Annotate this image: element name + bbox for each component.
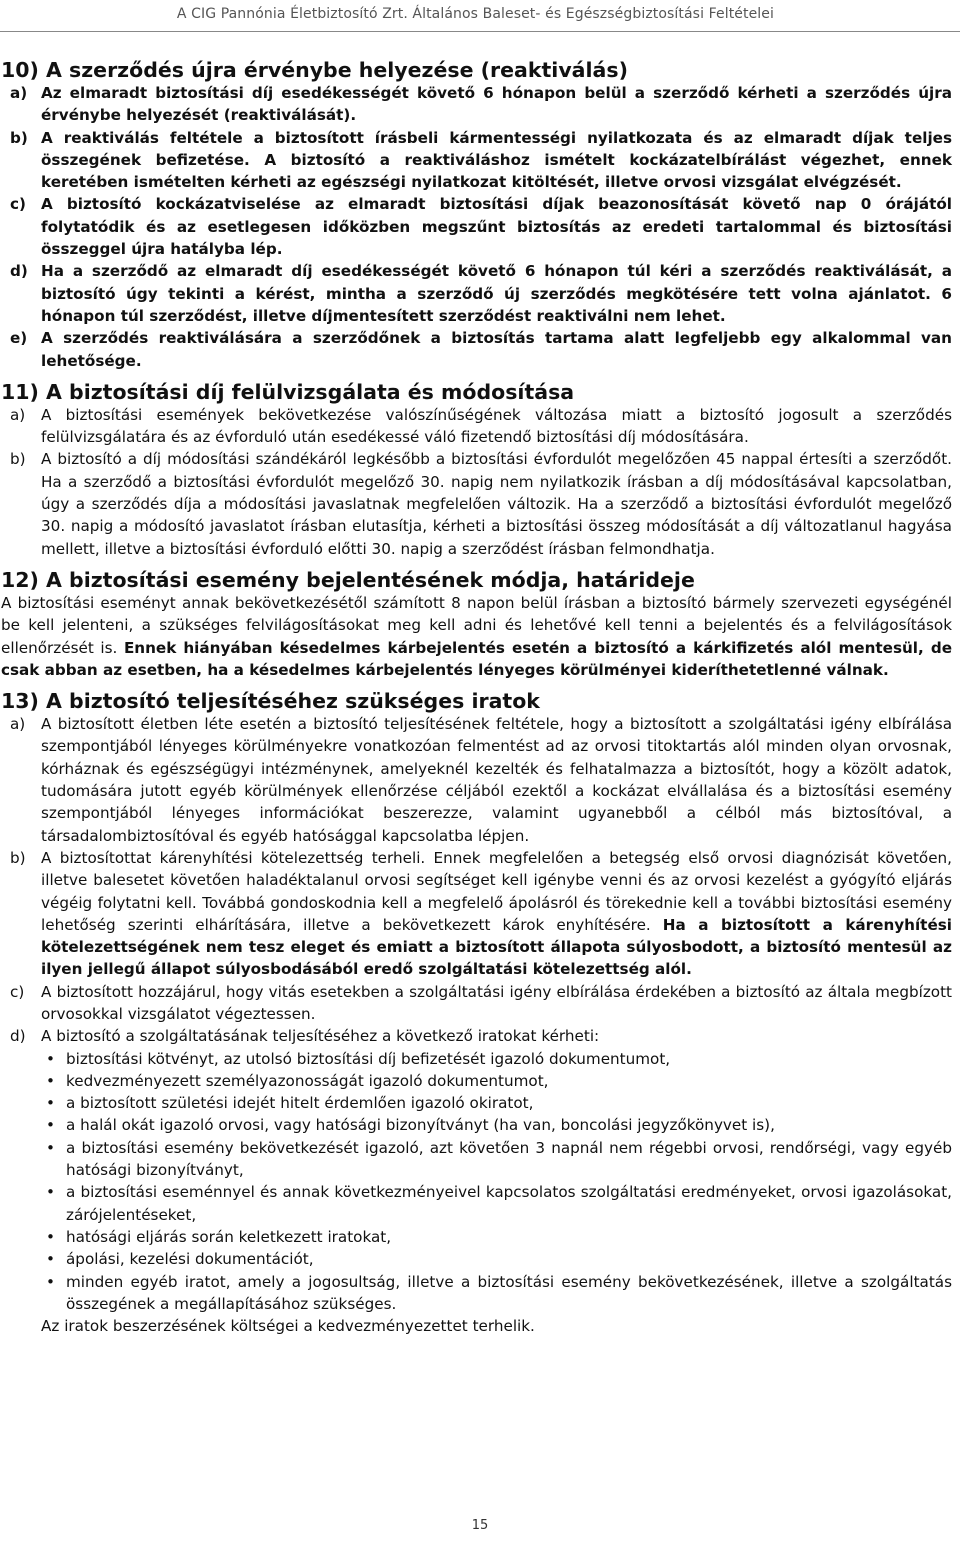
- section-13-item-b: [10, 847, 952, 981]
- required-documents-list: [10, 1048, 952, 1316]
- bullet-icon: •: [46, 1272, 55, 1291]
- section-12-paragraph: [1, 592, 952, 681]
- section-13-item-a: [10, 713, 952, 847]
- section-11-item-a: [10, 404, 952, 449]
- item-text: A szerződés reaktiválására a szerződőnek a biztosítás tartama alatt legfeljebb egy alkalommal van lehetősége.: [41, 329, 952, 370]
- item-label: b): [10, 848, 26, 867]
- section-10-item-b: [10, 127, 952, 194]
- item-label: d): [10, 1027, 26, 1046]
- item-text: Ha a szerződő az elmaradt díj esedékességét követő 6 hónapon túl kéri a szerződés reaktiválását, a biztosító úgy tekinti a kérést, mintha a szerződő új szerződés megkötésére tett volna ajánlatot. 6 hónapon túl szerződést, illetve díjmentesített szerződést reaktiválni nem lehet.: [41, 262, 952, 325]
- list-item: [10, 1070, 952, 1092]
- paragraph-bold-text: Ennek hiányában késedelmes kárbejelentés esetén a biztosító a kárkifizetés alól mentesül, de csak abban az esetben, ha a késedelmes kárbejelentés lényeges körülményei kideríthetetlenné válnak.: [1, 638, 952, 679]
- page-number: 15: [471, 1518, 489, 1533]
- item-text: A biztosító a díj módosítási szándékáról legkésőbb a biztosítási évfordulót megelőzően 45 nappal értesíti a szerződőt. Ha a szerződő a biztosítási évfordulót megelőző 30. napig nem nyilatkozik írásban a díj módosításával kapcsolatban, úgy a szerződés díja a módosítási javaslatnak megfelelően változik. Ha a szerződő a biztosítási évfordulót megelőző 30. napig a módosító javaslatot írásban elutasítja, kérheti a biztosítási összeg módosítását a díj változatlanul hagyása mellett, illetve a biztosítási évforduló előtti 30. napig a szerződést írásban felmondhatja.: [41, 450, 952, 558]
- bullet-icon: •: [46, 1116, 55, 1135]
- item-label: d): [10, 262, 28, 281]
- item-label: b): [10, 450, 26, 469]
- section-10-item-a: [10, 82, 952, 127]
- item-label: c): [10, 195, 26, 214]
- list-item-text: hatósági eljárás során keletkezett iratokat,: [66, 1227, 392, 1246]
- list-item-text: kedvezményezett személyazonosságát igazoló dokumentumot,: [66, 1071, 549, 1090]
- item-label: c): [10, 982, 25, 1001]
- item-text: A biztosított életben léte esetén a biztosító teljesítésének feltétele, hogy a biztosított a szolgáltatási igény elbírálása szempontjából lényeges körülményekre vonatkozóan felmentést ad az orvosi titoktartás alól minden olyan orvosnak, kórháznak és egészségügyi intézménynek, amelyeknél kezelték és felhatalmazza a biztosítót, hogy a közölt adatok, tudomására jutott egyéb körülmények ellenőrzése céljából ezektől a kockázat elvállalása és a biztosítási esemény szempontjából lényeges információkat beszerezze, valamint ugyanebből a célból más biztosítóval, a társadalombiztosítóval és egyéb hatósággal kapcsolatba lépjen.: [41, 715, 952, 845]
- list-item: [10, 1137, 952, 1182]
- header-rule: [0, 31, 960, 32]
- item-text: A biztosítottat kárenyhítési kötelezettség terheli. Ennek megfelelően a betegség első orvosi diagnózisát követően, illetve balesetet követően haladéktalanul orvosi segítséget kell igénybe venni és az orvosi kezelést a gyógyító eljárás végéig folytatni kell. Továbbá gondoskodnia kell a megfelelő ápolásról és törekednie kell a további biztosítási esemény lehetőség szerinti elhárítására, illetve a bekövetkezett károk enyhítésére.: [41, 848, 952, 934]
- item-label: a): [10, 405, 26, 424]
- bullet-icon: •: [46, 1138, 55, 1157]
- item-text: A biztosító kockázatviselése az elmaradt biztosítási díjak beazonosítását követő nap 0 órájától folytatódik és az esetlegesen időközben megszűnt biztosítás az eredeti tartalommal és biztosítási összeggel újra hatályba lép.: [41, 195, 952, 259]
- list-item: [10, 1226, 952, 1248]
- section-13-title: 13) A biztosító teljesítéséhez szükséges iratok: [1, 689, 540, 714]
- list-item-text: minden egyéb iratot, amely a jogosultság, illetve a biztosítási esemény bekövetkezésének, illetve a szolgáltatás összegének a megállapításához szükséges.: [66, 1272, 952, 1313]
- section-11-item-b: [10, 448, 952, 559]
- list-item-text: a biztosítási eseménnyel és annak következményeivel kapcsolatos szolgáltatási eredményeket, orvosi igazolásokat, zárójelentéseket,: [66, 1183, 952, 1224]
- item-text: A biztosított hozzájárul, hogy vitás esetekben a szolgáltatási igény elbírálása érdekében a biztosító az általa megbízott orvosokkal vizsgálatot végeztessen.: [41, 982, 952, 1023]
- section-10-item-c: [10, 193, 952, 260]
- list-item: [10, 1092, 952, 1114]
- section-10-item-d: [10, 260, 952, 327]
- section-10-title: 10) A szerződés újra érvénybe helyezése (reaktiválás): [1, 58, 628, 82]
- list-item: [10, 1114, 952, 1136]
- list-item: [10, 1271, 952, 1316]
- item-label: b): [10, 128, 28, 147]
- bullet-icon: •: [46, 1071, 55, 1090]
- item-text: A biztosító a szolgáltatásának teljesítéséhez a következő iratokat kérheti:: [41, 1027, 600, 1046]
- bullet-icon: •: [46, 1183, 55, 1202]
- bullet-icon: •: [46, 1250, 55, 1269]
- item-label: a): [10, 715, 26, 734]
- list-item: [10, 1048, 952, 1070]
- section-12-title: 12) A biztosítási esemény bejelentésének módja, határideje: [1, 567, 695, 592]
- bullet-icon: •: [46, 1094, 55, 1113]
- item-label: e): [10, 329, 28, 348]
- list-item-text: ápolási, kezelési dokumentációt,: [66, 1250, 314, 1269]
- item-text: A biztosítási események bekövetkezése valószínűségének változása miatt a biztosító jogosult a szerződés felülvizsgálatára és az évforduló után esedékessé váló fizetendő biztosítási díj módosítására.: [41, 405, 952, 447]
- section-13-item-c: [10, 981, 952, 1026]
- closing-note: Az iratok beszerzésének költségei a kedvezményezettet terhelik.: [41, 1317, 535, 1336]
- item-bold-text: Ha a biztosított a kárenyhítési kötelezettségének nem tesz eleget és emiatt a biztosított állapota súlyosbodott, a biztosító mentesül az ilyen jellegű állapot súlyosbodásából eredő szolgáltatási kötelezettség alól.: [41, 915, 952, 979]
- paragraph-text: A biztosítási eseményt annak bekövetkezésétől számított 8 napon belül írásban a biztosító bármely szervezeti egységénél be kell jelenteni, a szükséges felvilágosításokat meg kell adni és lehetővé kell tenni a bejelentés és a felvilágosítások ellenőrzését is.: [1, 593, 952, 657]
- bullet-icon: •: [46, 1049, 55, 1068]
- list-item-text: a biztosított születési idejét hitelt érdemlően igazoló okiratot,: [66, 1094, 534, 1113]
- bullet-icon: •: [46, 1227, 55, 1246]
- list-item: [10, 1248, 952, 1270]
- list-item-text: a halál okát igazoló orvosi, vagy hatósági bizonyítványt (ha van, boncolási jegyzőkönyvet is),: [66, 1116, 775, 1135]
- item-text: A reaktiválás feltétele a biztosított írásbeli kármentességi nyilatkozata és az elmaradt díjak teljes összegének befizetése. A biztosító a reaktiváláshoz ismételt kockázatelbírálást végezhet, ennek keretében ismételten kérheti az egészségi nyilatkozat kitöltését, illetve orvosi vizsgálat elvégzését.: [41, 128, 952, 192]
- document-body: [1, 58, 952, 1337]
- section-11-title: 11) A biztosítási díj felülvizsgálata és módosítása: [1, 379, 575, 404]
- item-text: Az elmaradt biztosítási díj esedékességét követő 6 hónapon belül a szerződő kérheti a szerződés újra érvénybe helyezését (reaktiválását).: [41, 84, 952, 125]
- item-label: a): [10, 84, 28, 102]
- list-item-text: a biztosítási esemény bekövetkezését igazoló, azt követően 3 napnál nem régebbi orvosi, rendőrségi, vagy egyéb hatósági bizonyítványt,: [66, 1138, 952, 1180]
- section-10-item-e: [10, 327, 952, 372]
- section-13-item-d: [10, 1025, 952, 1047]
- running-header: A CIG Pannónia Életbiztosító Zrt. Általános Baleset- és Egészségbiztosítási Feltételei: [176, 6, 774, 22]
- list-item: [10, 1181, 952, 1226]
- list-item-text: biztosítási kötvényt, az utolsó biztosítási díj befizetését igazoló dokumentumot,: [66, 1049, 671, 1068]
